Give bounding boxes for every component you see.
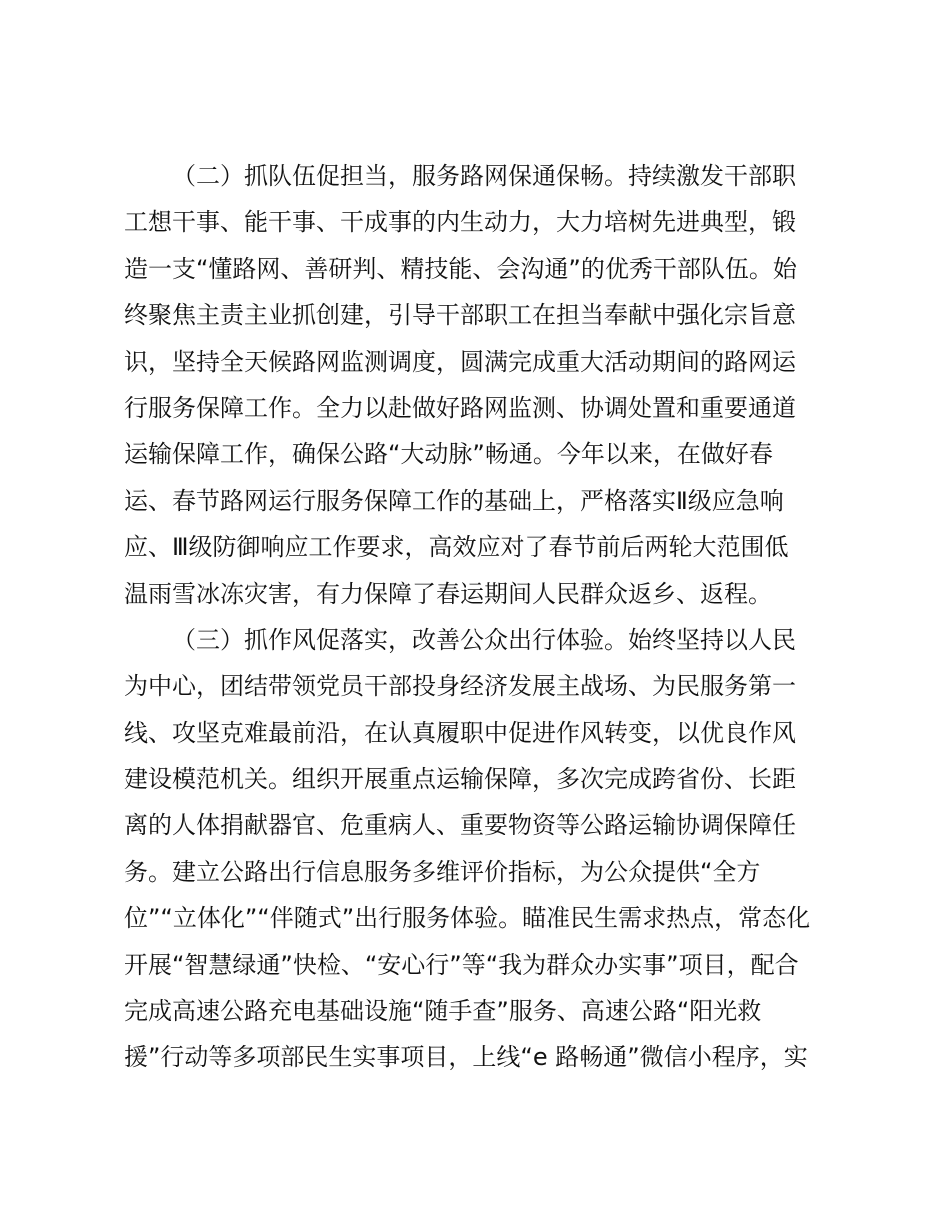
paragraph-2-line-5: 识，坚持全天候路网监测调度，圆满完成重大活动期间的路网运 — [124, 347, 796, 376]
paragraph-3-line-7: 位”“立体化”“伴随式”出行服务体验。瞄准民生需求热点，常态化 — [124, 904, 811, 933]
paragraph-2-line-6: 行服务保障工作。全力以赴做好路网监测、协调处置和重要通道 — [124, 393, 796, 422]
paragraph-3-line-9: 完成高速公路充电基础设施“随手查”服务、高速公路“阳光救 — [124, 997, 762, 1026]
paragraph-3-line-6: 务。建立公路出行信息服务多维评价指标，为公众提供“全方 — [124, 857, 761, 886]
paragraph-2-line-9: 应、Ⅲ级防御响应工作要求，高效应对了春节前后两轮大范围低 — [124, 533, 789, 562]
body-text — [124, 153, 836, 1081]
paragraph-2-line-1: （二）抓队伍促担当，服务路网保通保畅。持续激发干部职 — [172, 162, 796, 190]
paragraph-3-line-1: （三）抓作风促落实，改善公众出行体验。始终坚持以人民 — [172, 625, 796, 654]
paragraph-3-line-8: 开展“智慧绿通”快检、“安心行”等“我为群众办实事”项目，配合 — [124, 950, 799, 979]
paragraph-2-line-10: 温雨雪冰冻灾害，有力保障了春运期间人民群众返乡、返程。 — [124, 579, 772, 608]
paragraph-2-line-8: 运、春节路网运行服务保障工作的基础上，严格落实Ⅱ级应急响 — [124, 486, 784, 515]
paragraph-3-line-10: 援”行动等多项部民生实事项目，上线“e 路畅通”微信小程序，实 — [124, 1043, 808, 1072]
paragraph-2-line-7: 运输保障工作，确保公路“大动脉”畅通。今年以来，在做好春 — [124, 440, 773, 469]
paragraph-3-line-3: 线、攻坚克难最前沿，在认真履职中促进作风转变，以优良作风 — [124, 718, 796, 747]
paragraph-3-line-4: 建设模范机关。组织开展重点运输保障，多次完成跨省份、长距 — [124, 765, 796, 794]
paragraph-3-line-5: 离的人体捐献器官、危重病人、重要物资等公路运输协调保障任 — [124, 811, 796, 840]
paragraph-2-line-2: 工想干事、能干事、干成事的内生动力，大力培树先进典型，锻 — [124, 208, 796, 237]
paragraph-2-line-3: 造一支“懂路网、善研判、精技能、会沟通”的优秀干部队伍。始 — [124, 254, 797, 283]
paragraph-3-line-2: 为中心，团结带领党员干部投身经济发展主战场、为民服务第一 — [124, 672, 796, 701]
paragraph-2-line-4: 终聚焦主责主业抓创建，引导干部职工在担当奉献中强化宗旨意 — [124, 301, 796, 330]
